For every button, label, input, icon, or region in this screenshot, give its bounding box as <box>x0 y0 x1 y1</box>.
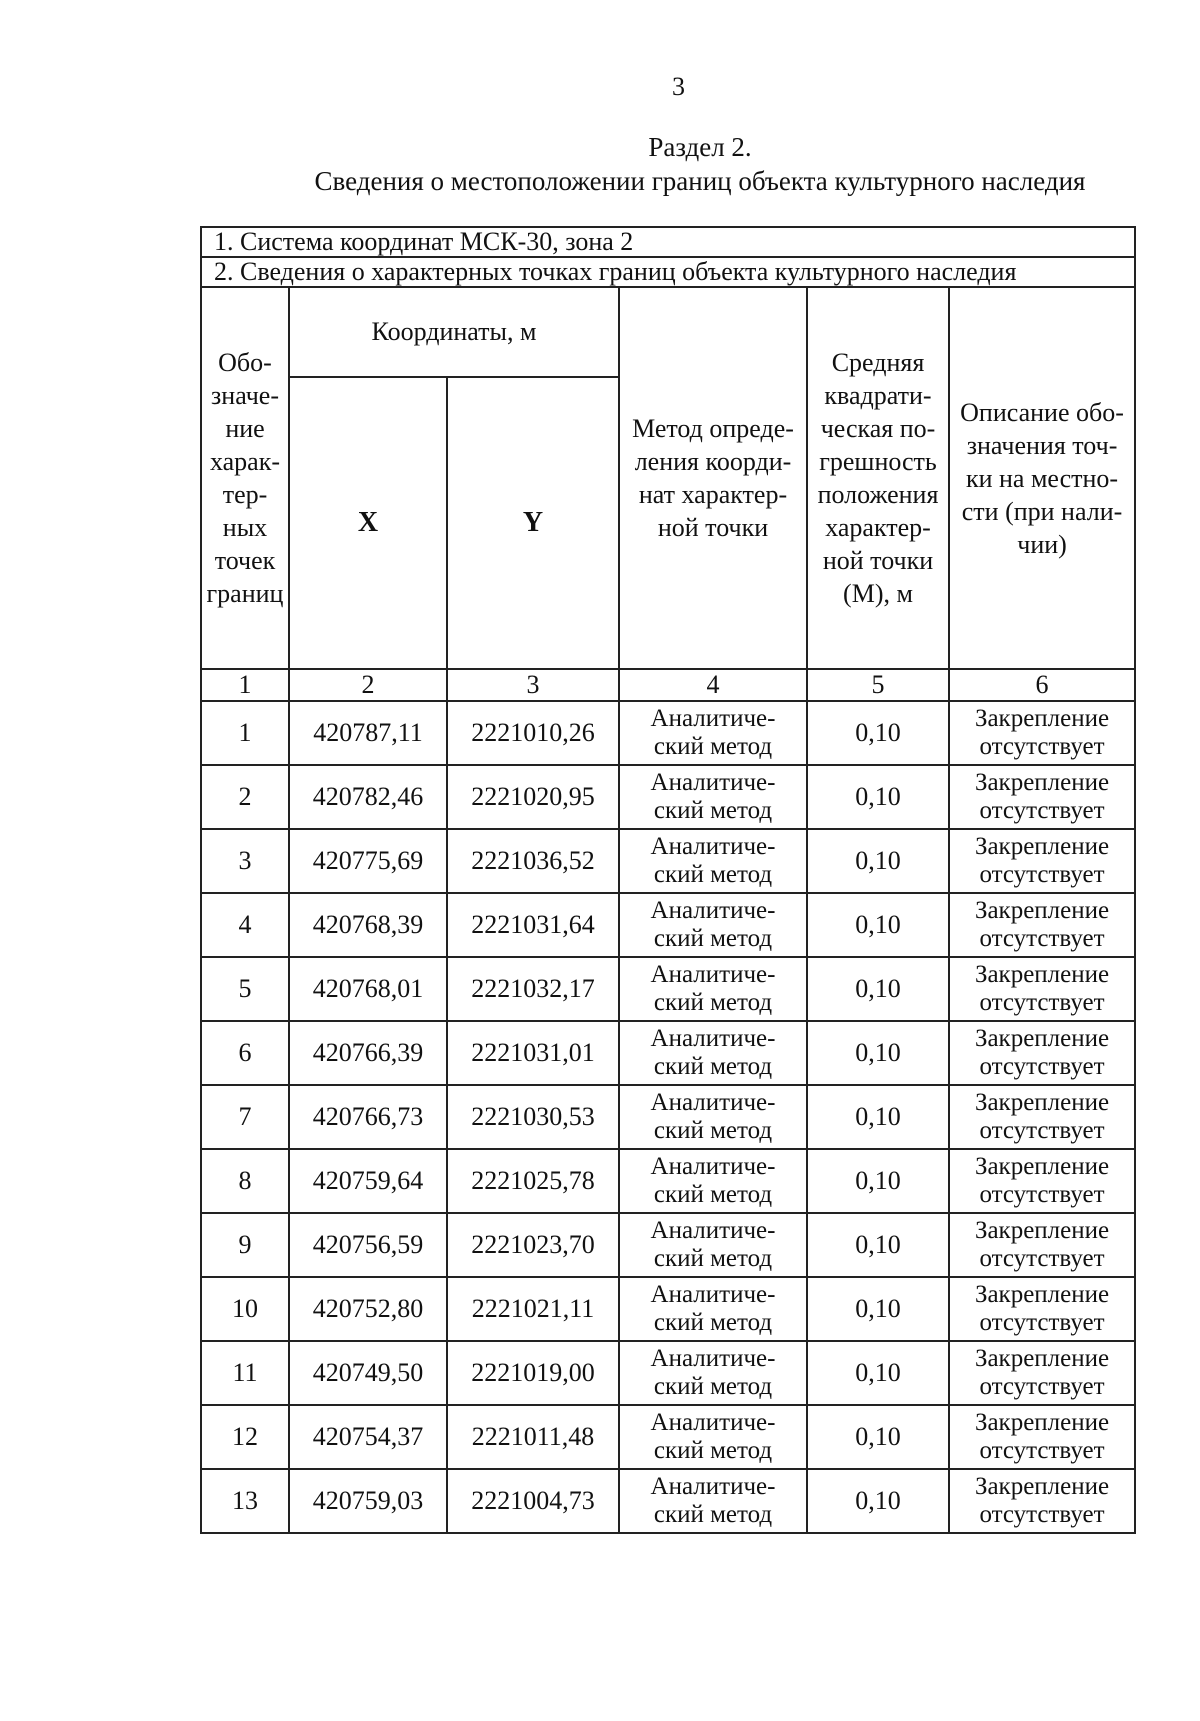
header-line: точек <box>214 546 276 575</box>
table-row <box>201 1277 1135 1341</box>
point-number-cell: 2 <box>201 765 289 829</box>
method-cell-line: ский метод <box>653 861 773 888</box>
point-number-cell: 12 <box>201 1405 289 1469</box>
x-coordinate-cell: 420752,80 <box>289 1277 447 1341</box>
method-cell <box>619 701 807 765</box>
description-cell <box>949 1085 1135 1149</box>
method-cell-line: ский метод <box>653 1245 773 1272</box>
y-coordinate-cell: 2221011,48 <box>447 1405 619 1469</box>
header-line: нат характер- <box>638 480 788 509</box>
header-method <box>619 287 807 669</box>
y-coordinate-cell: 2221023,70 <box>447 1213 619 1277</box>
header-line: ческая по- <box>820 414 936 443</box>
description-cell-line: Закрепление <box>974 1473 1110 1500</box>
method-cell-line: Аналитиче- <box>650 1409 776 1436</box>
description-cell-line: отсутствует <box>979 1245 1105 1272</box>
method-cell-line: ский метод <box>653 797 773 824</box>
header-line: ных <box>222 513 268 542</box>
table-row <box>201 701 1135 765</box>
error-cell: 0,10 <box>807 701 949 765</box>
header-y: Y <box>447 377 619 669</box>
method-cell-line: Аналитиче- <box>650 769 776 796</box>
description-cell-line: Закрепление <box>974 1409 1110 1436</box>
method-cell-line: ский метод <box>653 925 773 952</box>
page-number: 3 <box>672 72 685 101</box>
description-cell <box>949 893 1135 957</box>
description-cell <box>949 829 1135 893</box>
method-cell <box>619 829 807 893</box>
y-coordinate-cell: 2221021,11 <box>447 1277 619 1341</box>
points-info-row: 2. Сведения о характерных точках границ объекта культурного наследия <box>201 257 1135 287</box>
point-number-cell: 7 <box>201 1085 289 1149</box>
y-coordinate-cell: 2221031,01 <box>447 1021 619 1085</box>
method-cell-line: Аналитиче- <box>650 1153 776 1180</box>
point-number-cell: 1 <box>201 701 289 765</box>
header-line: (М), м <box>843 579 913 608</box>
description-cell-line: Закрепление <box>974 961 1110 988</box>
description-cell-line: отсутствует <box>979 1309 1105 1336</box>
method-cell <box>619 1149 807 1213</box>
description-cell-line: отсутствует <box>979 1437 1105 1464</box>
section-heading <box>200 130 1200 198</box>
table-row <box>201 893 1135 957</box>
error-cell: 0,10 <box>807 1149 949 1213</box>
description-cell-line: отсутствует <box>979 733 1105 760</box>
header-line: ние <box>225 414 265 443</box>
y-coordinate-cell: 2221032,17 <box>447 957 619 1021</box>
column-number: 6 <box>949 669 1135 701</box>
section-subtitle: Сведения о местоположении границ объекта культурного наследия <box>314 166 1086 196</box>
header-line: Средняя <box>831 348 925 377</box>
column-number-row <box>201 669 1135 701</box>
method-cell-line: ский метод <box>653 989 773 1016</box>
header-line: ной точки <box>657 513 769 542</box>
x-coordinate-cell: 420749,50 <box>289 1341 447 1405</box>
error-cell: 0,10 <box>807 1341 949 1405</box>
method-cell-line: ский метод <box>653 1437 773 1464</box>
description-cell-line: Закрепление <box>974 1281 1110 1308</box>
error-cell: 0,10 <box>807 1469 949 1533</box>
y-coordinate-cell: 2221036,52 <box>447 829 619 893</box>
header-line: Обо- <box>218 348 272 377</box>
method-cell-line: ский метод <box>653 733 773 760</box>
description-cell-line: Закрепление <box>974 705 1110 732</box>
x-coordinate-cell: 420756,59 <box>289 1213 447 1277</box>
section-title: Раздел 2. <box>648 132 752 162</box>
method-cell <box>619 1085 807 1149</box>
method-cell <box>619 1021 807 1085</box>
description-cell-line: Закрепление <box>974 1153 1110 1180</box>
column-number: 4 <box>619 669 807 701</box>
point-number-cell: 5 <box>201 957 289 1021</box>
error-cell: 0,10 <box>807 1277 949 1341</box>
description-cell-line: Закрепление <box>974 897 1110 924</box>
x-coordinate-cell: 420787,11 <box>289 701 447 765</box>
description-cell <box>949 701 1135 765</box>
method-cell <box>619 1277 807 1341</box>
table-row <box>201 1213 1135 1277</box>
point-number-cell: 11 <box>201 1341 289 1405</box>
y-coordinate-cell: 2221025,78 <box>447 1149 619 1213</box>
header-line: ления коорди- <box>634 447 792 476</box>
method-cell-line: Аналитиче- <box>650 961 776 988</box>
x-coordinate-cell: 420768,39 <box>289 893 447 957</box>
point-number-cell: 3 <box>201 829 289 893</box>
description-cell-line: отсутствует <box>979 1181 1105 1208</box>
x-coordinate-cell: 420768,01 <box>289 957 447 1021</box>
table-row <box>201 765 1135 829</box>
header-line: ной точки <box>822 546 934 575</box>
description-cell-line: отсутствует <box>979 989 1105 1016</box>
table-row <box>201 957 1135 1021</box>
table-row <box>201 1469 1135 1533</box>
point-number-cell: 10 <box>201 1277 289 1341</box>
description-cell-line: Закрепление <box>974 1025 1110 1052</box>
description-cell-line: Закрепление <box>974 769 1110 796</box>
method-cell-line: Аналитиче- <box>650 1473 776 1500</box>
x-coordinate-cell: 420766,73 <box>289 1085 447 1149</box>
point-number-cell: 8 <box>201 1149 289 1213</box>
description-cell <box>949 1021 1135 1085</box>
x-coordinate-cell: 420775,69 <box>289 829 447 893</box>
header-line: границ <box>206 579 284 608</box>
error-cell: 0,10 <box>807 957 949 1021</box>
x-coordinate-cell: 420759,64 <box>289 1149 447 1213</box>
header-line: харак- <box>209 447 281 476</box>
method-cell-line: Аналитиче- <box>650 705 776 732</box>
method-cell-line: ский метод <box>653 1181 773 1208</box>
header-line: Метод опреде- <box>632 414 794 443</box>
table-row <box>201 1405 1135 1469</box>
header-line: значения точ- <box>966 430 1118 460</box>
error-cell: 0,10 <box>807 1405 949 1469</box>
column-number: 3 <box>447 669 619 701</box>
error-cell: 0,10 <box>807 1085 949 1149</box>
description-cell <box>949 1277 1135 1341</box>
error-cell: 0,10 <box>807 893 949 957</box>
table-row <box>201 829 1135 893</box>
description-cell <box>949 1469 1135 1533</box>
method-cell-line: ский метод <box>653 1373 773 1400</box>
description-cell <box>949 1341 1135 1405</box>
table-row <box>201 1085 1135 1149</box>
method-cell-line: Аналитиче- <box>650 1089 776 1116</box>
method-cell-line: Аналитиче- <box>650 1025 776 1052</box>
header-line: Описание обо- <box>960 397 1124 427</box>
description-cell-line: Закрепление <box>974 1089 1110 1116</box>
x-coordinate-cell: 420759,03 <box>289 1469 447 1533</box>
method-cell-line: Аналитиче- <box>650 1345 776 1372</box>
header-line: ки на местно- <box>965 463 1119 493</box>
point-number-cell: 13 <box>201 1469 289 1533</box>
method-cell <box>619 765 807 829</box>
error-cell: 0,10 <box>807 829 949 893</box>
x-coordinate-cell: 420782,46 <box>289 765 447 829</box>
y-coordinate-cell: 2221004,73 <box>447 1469 619 1533</box>
column-number: 2 <box>289 669 447 701</box>
method-cell-line: Аналитиче- <box>650 1281 776 1308</box>
y-coordinate-cell: 2221010,26 <box>447 701 619 765</box>
header-x: X <box>289 377 447 669</box>
header-line: тер- <box>222 480 268 509</box>
method-cell-line: Аналитиче- <box>650 897 776 924</box>
y-coordinate-cell: 2221030,53 <box>447 1085 619 1149</box>
header-line: квадрати- <box>824 381 932 410</box>
header-description <box>949 287 1135 669</box>
method-cell-line: ский метод <box>653 1501 773 1528</box>
point-number-cell: 9 <box>201 1213 289 1277</box>
description-cell <box>949 765 1135 829</box>
header-line: чии) <box>1017 529 1067 559</box>
method-cell <box>619 1213 807 1277</box>
header-line: грешность <box>819 447 937 476</box>
header-line: значе- <box>211 381 279 410</box>
method-cell <box>619 957 807 1021</box>
header-line: положения <box>817 480 939 509</box>
description-cell-line: Закрепление <box>974 833 1110 860</box>
method-cell-line: ский метод <box>653 1117 773 1144</box>
header-line: сти (при нали- <box>961 496 1123 526</box>
header-error <box>807 287 949 669</box>
method-cell <box>619 1405 807 1469</box>
description-cell <box>949 1405 1135 1469</box>
method-cell-line: ский метод <box>653 1309 773 1336</box>
method-cell-line: Аналитиче- <box>650 833 776 860</box>
x-coordinate-cell: 420754,37 <box>289 1405 447 1469</box>
column-number: 5 <box>807 669 949 701</box>
description-cell-line: отсутствует <box>979 925 1105 952</box>
table-row <box>201 1341 1135 1405</box>
header-designation <box>201 287 289 669</box>
x-coordinate-cell: 420766,39 <box>289 1021 447 1085</box>
method-cell <box>619 893 807 957</box>
y-coordinate-cell: 2221019,00 <box>447 1341 619 1405</box>
method-cell-line: Аналитиче- <box>650 1217 776 1244</box>
y-coordinate-cell: 2221020,95 <box>447 765 619 829</box>
point-number-cell: 6 <box>201 1021 289 1085</box>
error-cell: 0,10 <box>807 1021 949 1085</box>
description-cell-line: отсутствует <box>979 1117 1105 1144</box>
description-cell-line: отсутствует <box>979 797 1105 824</box>
table-row <box>201 1149 1135 1213</box>
method-cell <box>619 1469 807 1533</box>
description-cell-line: отсутствует <box>979 1053 1105 1080</box>
error-cell: 0,10 <box>807 765 949 829</box>
header-line: характер- <box>825 513 931 542</box>
coordinate-system-row: 1. Система координат МСК-30, зона 2 <box>201 227 1135 257</box>
header-coordinates: Координаты, м <box>289 287 619 377</box>
description-cell <box>949 1213 1135 1277</box>
boundary-points-table <box>200 226 1136 1534</box>
description-cell-line: отсутствует <box>979 1501 1105 1528</box>
description-cell-line: Закрепление <box>974 1345 1110 1372</box>
column-number: 1 <box>201 669 289 701</box>
error-cell: 0,10 <box>807 1213 949 1277</box>
y-coordinate-cell: 2221031,64 <box>447 893 619 957</box>
point-number-cell: 4 <box>201 893 289 957</box>
method-cell-line: ский метод <box>653 1053 773 1080</box>
description-cell <box>949 957 1135 1021</box>
description-cell <box>949 1149 1135 1213</box>
description-cell-line: Закрепление <box>974 1217 1110 1244</box>
description-cell-line: отсутствует <box>979 1373 1105 1400</box>
method-cell <box>619 1341 807 1405</box>
table-row <box>201 1021 1135 1085</box>
description-cell-line: отсутствует <box>979 861 1105 888</box>
